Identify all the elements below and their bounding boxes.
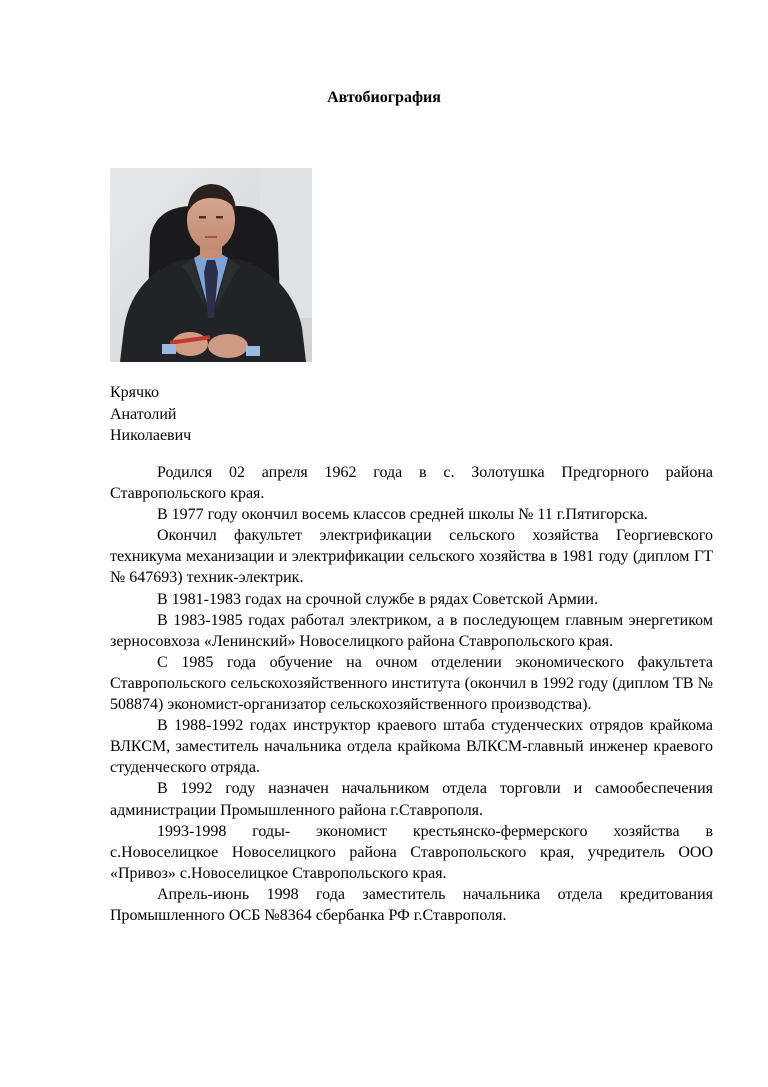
biography-text	[110, 462, 713, 926]
full-name	[110, 382, 191, 447]
paragraph: Окончил факультет электрификации сельского хозяйства Георгиевского техникума механизации и электрификации сельского хозяйства в 1981 году (диплом ГТ № 647693) техник-электрик.	[110, 527, 713, 587]
paragraph: С 1985 года обучение на очном отделении экономического факультета Ставропольского сельскохозяйственного института (окончил в 1992 году (диплом ТВ № 508874) экономист-организатор сельскохозяйственного производства).	[110, 653, 713, 714]
patronymic: Николаевич	[110, 427, 192, 444]
paragraph: В 1977 году окончил восемь классов средней школы № 11 г.Пятигорска.	[157, 506, 648, 524]
paragraph: В 1981-1983 годах на срочной службе в рядах Советской Армии.	[157, 590, 598, 608]
paragraph: В 1983-1985 годах работал электриком, а в последующем главным энергетиком зерносовхоза «Ленинский» Новоселицкого района Ставропольского края.	[110, 611, 713, 650]
document-title: Автобиография	[327, 89, 441, 106]
paragraph: В 1988-1992 годах инструктор краевого штаба студенческих отрядов крайкома ВЛКСМ, заместитель начальника отдела крайкома ВЛКСМ-главный инженер краевого студенческого отряда.	[110, 717, 713, 777]
paragraph: Родился 02 апреля 1962 года в с. Золотушка Предгорного района Ставропольского края.	[110, 464, 713, 503]
paragraph: В 1992 году назначен начальником отдела торговли и самообеспечения администрации Промышленного района г.Ставрополя.	[110, 780, 713, 819]
first-name: Анатолий	[110, 405, 177, 423]
paragraph: 1993-1998 годы- экономист крестьянско-фермерского хозяйства в с.Новоселицкое Новоселицкого района Ставропольского края, учредитель ООО «Привоз» с.Новоселицкое Ставропольского края.	[110, 822, 713, 882]
paragraph: Апрель-июнь 1998 года заместитель начальника отдела кредитования Промышленного ОСБ №8364 сбербанка РФ г.Ставрополя.	[110, 885, 713, 924]
portrait-photo	[110, 168, 312, 362]
surname: Крячко	[110, 384, 160, 401]
